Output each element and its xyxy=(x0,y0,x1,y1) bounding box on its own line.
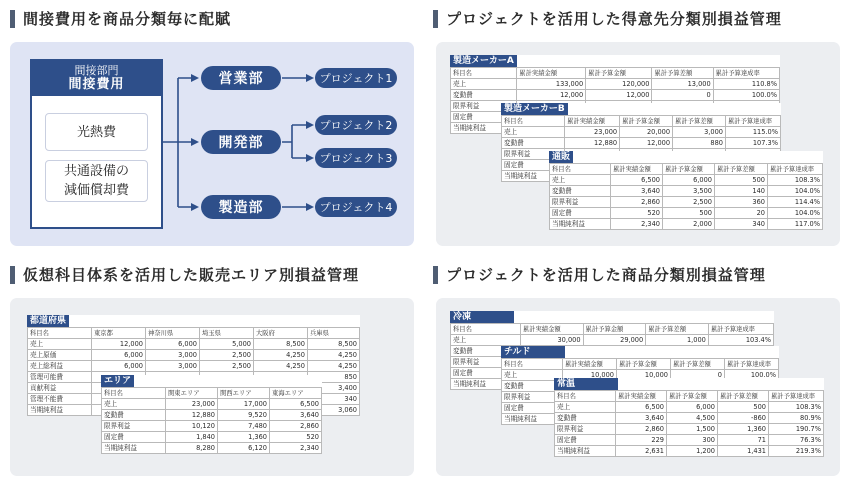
table-cell: 23,000 xyxy=(565,127,620,138)
table-row xyxy=(28,350,360,361)
table-row xyxy=(102,443,322,454)
table-cell: 2,860 xyxy=(270,421,322,432)
table-row xyxy=(550,219,823,230)
column-header: 累計実績金額 xyxy=(565,116,620,127)
column-header: 累計予算達成率 xyxy=(713,68,779,79)
table-row xyxy=(550,186,823,197)
table-row xyxy=(550,175,823,186)
table-cell: 2,340 xyxy=(611,219,663,230)
column-header: 累計実績金額 xyxy=(616,391,667,402)
table-cell: 2,000 xyxy=(663,219,715,230)
row-label: 管理不能費 xyxy=(28,394,92,405)
column-header: 累計予算達成率 xyxy=(769,391,824,402)
column-header: 科目名 xyxy=(28,328,92,339)
row-label: 売上 xyxy=(102,399,166,410)
project-4-node: プロジェクト4 xyxy=(315,197,397,217)
column-header: 累計予算金額 xyxy=(586,68,652,79)
table-cell: 107.3% xyxy=(725,138,780,149)
table-cell: 500 xyxy=(663,208,715,219)
column-header: 累計予算差額 xyxy=(673,116,726,127)
table-cell: 4,250 xyxy=(254,350,308,361)
table-title: 常温 xyxy=(554,378,618,390)
table-title: 冷凍 xyxy=(450,311,514,323)
row-label: 限界利益 xyxy=(502,392,563,403)
table-cell: 229 xyxy=(616,435,667,446)
column-header: 累計実績金額 xyxy=(520,324,583,335)
table-cell: 190.7% xyxy=(769,424,824,435)
row-label: 変動費 xyxy=(550,186,611,197)
table-header-row xyxy=(555,391,824,402)
column-header: 累計予算達成率 xyxy=(768,164,823,175)
table-cell: 133,000 xyxy=(517,79,586,90)
row-label: 当期純利益 xyxy=(451,379,521,390)
column-header: 科目名 xyxy=(451,324,521,335)
column-header: 累計予算差額 xyxy=(646,324,709,335)
table-cell: 2,860 xyxy=(616,424,667,435)
table-cell: 6,000 xyxy=(663,175,715,186)
customer-table-mail-order xyxy=(549,151,823,230)
table-row xyxy=(102,399,322,410)
pl-table xyxy=(101,387,322,454)
table-cell: 76.3% xyxy=(769,435,824,446)
table-cell: 12,000 xyxy=(517,90,586,101)
project-1-node: プロジェクト1 xyxy=(315,68,397,88)
project-2-node: プロジェクト2 xyxy=(315,115,397,135)
table-cell: 4,250 xyxy=(254,361,308,372)
table-cell: 17,000 xyxy=(218,399,270,410)
table-row xyxy=(28,361,360,372)
row-label: 当期純利益 xyxy=(28,405,92,416)
table-cell: 12,000 xyxy=(92,339,146,350)
row-label: 変動費 xyxy=(102,410,166,421)
column-header: 東京都 xyxy=(92,328,146,339)
pl-table xyxy=(554,390,824,457)
column-header: 累計予算金額 xyxy=(667,391,718,402)
table-cell: 850 xyxy=(308,372,360,383)
column-header: 累計予算差額 xyxy=(671,359,725,370)
table-row xyxy=(451,79,780,90)
table-cell: 71 xyxy=(718,435,769,446)
table-cell: 103.4% xyxy=(708,335,773,346)
table-row xyxy=(451,90,780,101)
row-label: 売上 xyxy=(451,79,517,90)
table-title: チルド xyxy=(501,346,565,358)
table-cell: 3,640 xyxy=(616,413,667,424)
sales-dept-node: 営業部 xyxy=(201,66,281,90)
table-row xyxy=(555,446,824,457)
row-label: 限界利益 xyxy=(555,424,616,435)
table-cell: 8,500 xyxy=(254,339,308,350)
column-header: 累計予算達成率 xyxy=(708,324,773,335)
table-cell: 7,480 xyxy=(218,421,270,432)
column-header: 兵庫県 xyxy=(308,328,360,339)
table-cell: 5,000 xyxy=(200,339,254,350)
table-cell: 115.0% xyxy=(725,127,780,138)
table-cell: 6,000 xyxy=(92,350,146,361)
row-label: 固定費 xyxy=(550,208,611,219)
table-cell: 1,840 xyxy=(166,432,218,443)
table-cell: 6,500 xyxy=(616,402,667,413)
table-cell: 6,000 xyxy=(92,361,146,372)
table-header-row xyxy=(451,324,774,335)
section-title-product-pl: プロジェクトを活用した商品分類別損益管理 xyxy=(433,265,766,285)
table-cell: 2,500 xyxy=(200,350,254,361)
table-cell: 2,860 xyxy=(611,197,663,208)
table-cell: 3,640 xyxy=(270,410,322,421)
row-label: 固定費 xyxy=(555,435,616,446)
table-cell: 10,120 xyxy=(166,421,218,432)
table-header-row xyxy=(102,388,322,399)
indirect-cost-label: 間接費用 xyxy=(68,77,125,92)
table-cell: 2,631 xyxy=(616,446,667,457)
table-cell: 360 xyxy=(715,197,768,208)
table-cell: 10,000 xyxy=(617,370,671,381)
manufacturing-dept-node: 製造部 xyxy=(201,195,281,219)
table-header-row xyxy=(550,164,823,175)
table-cell: 13,000 xyxy=(652,79,713,90)
table-cell: 20,000 xyxy=(620,127,673,138)
section-title-allocation: 間接費用を商品分類毎に配賦 xyxy=(10,9,231,29)
row-label: 当期純利益 xyxy=(550,219,611,230)
table-cell: 1,000 xyxy=(646,335,709,346)
table-cell: 500 xyxy=(718,402,769,413)
row-label: 変動費 xyxy=(555,413,616,424)
table-cell: 3,640 xyxy=(611,186,663,197)
column-header: 科目名 xyxy=(451,68,517,79)
table-cell: 340 xyxy=(715,219,768,230)
column-header: 累計予算金額 xyxy=(617,359,671,370)
column-header: 累計予算金額 xyxy=(620,116,673,127)
column-header: 関東エリア xyxy=(166,388,218,399)
table-cell: 108.3% xyxy=(768,175,823,186)
table-cell: 520 xyxy=(270,432,322,443)
row-label: 限界利益 xyxy=(451,357,521,368)
row-label: 固定費 xyxy=(502,403,563,414)
table-cell: 219.3% xyxy=(769,446,824,457)
table-row xyxy=(502,138,781,149)
section-title-customer-pl: プロジェクトを活用した得意先分類別損益管理 xyxy=(433,9,782,29)
pl-table xyxy=(549,163,823,230)
table-cell: 110.8% xyxy=(713,79,779,90)
table-row xyxy=(550,208,823,219)
column-header: 東海エリア xyxy=(270,388,322,399)
table-cell: 108.3% xyxy=(769,402,824,413)
table-cell: 8,280 xyxy=(166,443,218,454)
column-header: 累計実績金額 xyxy=(517,68,586,79)
row-label: 当期純利益 xyxy=(502,414,563,425)
row-label: 売上 xyxy=(451,335,521,346)
row-label: 固定費 xyxy=(451,368,521,379)
table-row xyxy=(102,421,322,432)
table-cell: 23,000 xyxy=(166,399,218,410)
column-header: 累計予算金額 xyxy=(663,164,715,175)
table-cell: 6,500 xyxy=(270,399,322,410)
table-cell: 10,000 xyxy=(563,370,617,381)
column-header: 関西エリア xyxy=(218,388,270,399)
row-label: 限界利益 xyxy=(502,149,565,160)
table-row xyxy=(102,410,322,421)
table-cell: 3,060 xyxy=(308,405,360,416)
row-label: 当期純利益 xyxy=(555,446,616,457)
row-label: 当期純利益 xyxy=(102,443,166,454)
table-cell: 3,000 xyxy=(673,127,726,138)
product-table-ambient xyxy=(554,378,824,457)
table-cell: 6,000 xyxy=(667,402,718,413)
table-cell: 1,200 xyxy=(667,446,718,457)
table-cell: 29,000 xyxy=(583,335,646,346)
project-3-node: プロジェクト3 xyxy=(315,148,397,168)
table-cell: 1,431 xyxy=(718,446,769,457)
development-dept-node: 開発部 xyxy=(201,130,281,154)
allocation-diagram-panel xyxy=(10,42,414,246)
table-cell: 104.0% xyxy=(768,208,823,219)
table-cell: 100.0% xyxy=(725,370,779,381)
column-header: 累計予算差額 xyxy=(715,164,768,175)
column-header: 神奈川県 xyxy=(146,328,200,339)
table-row xyxy=(102,432,322,443)
table-cell: 2,340 xyxy=(270,443,322,454)
table-cell: 6,500 xyxy=(611,175,663,186)
column-header: 累計予算差額 xyxy=(652,68,713,79)
table-cell: 1,360 xyxy=(718,424,769,435)
row-label: 当期純利益 xyxy=(502,171,565,182)
section-title-area-pl: 仮想科目体系を活用した販売エリア別損益管理 xyxy=(10,265,359,285)
table-cell: 2,500 xyxy=(200,361,254,372)
table-row xyxy=(555,435,824,446)
table-cell: -860 xyxy=(718,413,769,424)
row-label: 固定費 xyxy=(502,160,565,171)
table-row xyxy=(550,197,823,208)
area-table xyxy=(101,375,322,454)
row-label: 貢献利益 xyxy=(28,383,92,394)
row-label: 売上原価 xyxy=(28,350,92,361)
table-cell: 12,000 xyxy=(620,138,673,149)
table-cell: 4,250 xyxy=(308,350,360,361)
table-header-row xyxy=(451,68,780,79)
table-cell: 300 xyxy=(667,435,718,446)
table-row xyxy=(451,335,774,346)
table-row xyxy=(555,413,824,424)
row-label: 売上 xyxy=(550,175,611,186)
column-header: 科目名 xyxy=(502,116,565,127)
column-header: 科目名 xyxy=(555,391,616,402)
table-cell: 12,880 xyxy=(565,138,620,149)
column-header: 累計予算差額 xyxy=(718,391,769,402)
row-label: 売上総利益 xyxy=(28,361,92,372)
table-cell: 117.0% xyxy=(768,219,823,230)
table-title: 製造メーカーA xyxy=(450,55,517,67)
column-header: 累計実績金額 xyxy=(611,164,663,175)
table-cell: 880 xyxy=(673,138,726,149)
table-cell: 9,520 xyxy=(218,410,270,421)
column-header: 大阪府 xyxy=(254,328,308,339)
table-header-row xyxy=(502,116,781,127)
table-header-row xyxy=(502,359,779,370)
table-cell: 114.4% xyxy=(768,197,823,208)
table-cell: 3,000 xyxy=(146,361,200,372)
column-header: 累計予算達成率 xyxy=(725,359,779,370)
table-cell: 6,000 xyxy=(146,339,200,350)
table-cell: 0 xyxy=(652,90,713,101)
table-cell: 12,880 xyxy=(166,410,218,421)
column-header: 埼玉県 xyxy=(200,328,254,339)
table-cell: 6,120 xyxy=(218,443,270,454)
row-label: 変動費 xyxy=(451,346,521,357)
row-label: 売上 xyxy=(28,339,92,350)
indirect-dept-label: 間接部門 xyxy=(74,64,119,77)
table-cell: 1,500 xyxy=(667,424,718,435)
table-cell: 8,500 xyxy=(308,339,360,350)
table-title: 通販 xyxy=(549,151,573,163)
table-title: エリア xyxy=(101,375,134,387)
table-cell: 340 xyxy=(308,394,360,405)
table-cell: 12,000 xyxy=(586,90,652,101)
row-label: 売上 xyxy=(502,127,565,138)
row-label: 限界利益 xyxy=(102,421,166,432)
table-cell: 3,500 xyxy=(663,186,715,197)
row-label: 限界利益 xyxy=(451,101,517,112)
table-cell: 0 xyxy=(671,370,725,381)
utility-cost-box: 光熱費 xyxy=(45,113,148,151)
row-label: 固定費 xyxy=(102,432,166,443)
table-cell: 500 xyxy=(715,175,768,186)
table-cell: 3,400 xyxy=(308,383,360,394)
row-label: 変動費 xyxy=(502,381,563,392)
column-header: 累計予算達成率 xyxy=(725,116,780,127)
column-header: 科目名 xyxy=(550,164,611,175)
row-label: 当期純利益 xyxy=(451,123,517,134)
table-row xyxy=(555,424,824,435)
table-title: 製造メーカーB xyxy=(501,103,568,115)
row-label: 売上 xyxy=(502,370,563,381)
table-cell: 100.0% xyxy=(713,90,779,101)
column-header: 科目名 xyxy=(102,388,166,399)
table-cell: 4,250 xyxy=(308,361,360,372)
row-label: 売上 xyxy=(555,402,616,413)
table-cell: 2,500 xyxy=(663,197,715,208)
table-title: 都道府県 xyxy=(27,315,69,327)
column-header: 累計予算金額 xyxy=(583,324,646,335)
table-cell: 30,000 xyxy=(520,335,583,346)
table-cell: 120,000 xyxy=(586,79,652,90)
depreciation-cost-box: 共通設備の 減価償却費 xyxy=(45,160,148,202)
indirect-dept-header xyxy=(32,61,161,96)
table-row xyxy=(28,339,360,350)
table-cell: 80.9% xyxy=(769,413,824,424)
column-header: 累計実績金額 xyxy=(563,359,617,370)
table-cell: 520 xyxy=(611,208,663,219)
table-cell: 20 xyxy=(715,208,768,219)
row-label: 変動費 xyxy=(451,90,517,101)
table-cell: 3,000 xyxy=(146,350,200,361)
row-label: 管理可能費 xyxy=(28,372,92,383)
table-row xyxy=(502,127,781,138)
table-row xyxy=(555,402,824,413)
row-label: 限界利益 xyxy=(550,197,611,208)
table-cell: 1,360 xyxy=(218,432,270,443)
table-cell: 4,500 xyxy=(667,413,718,424)
table-cell: 140 xyxy=(715,186,768,197)
column-header: 科目名 xyxy=(502,359,563,370)
table-cell: 104.0% xyxy=(768,186,823,197)
row-label: 固定費 xyxy=(451,112,517,123)
row-label: 変動費 xyxy=(502,138,565,149)
table-header-row xyxy=(28,328,360,339)
